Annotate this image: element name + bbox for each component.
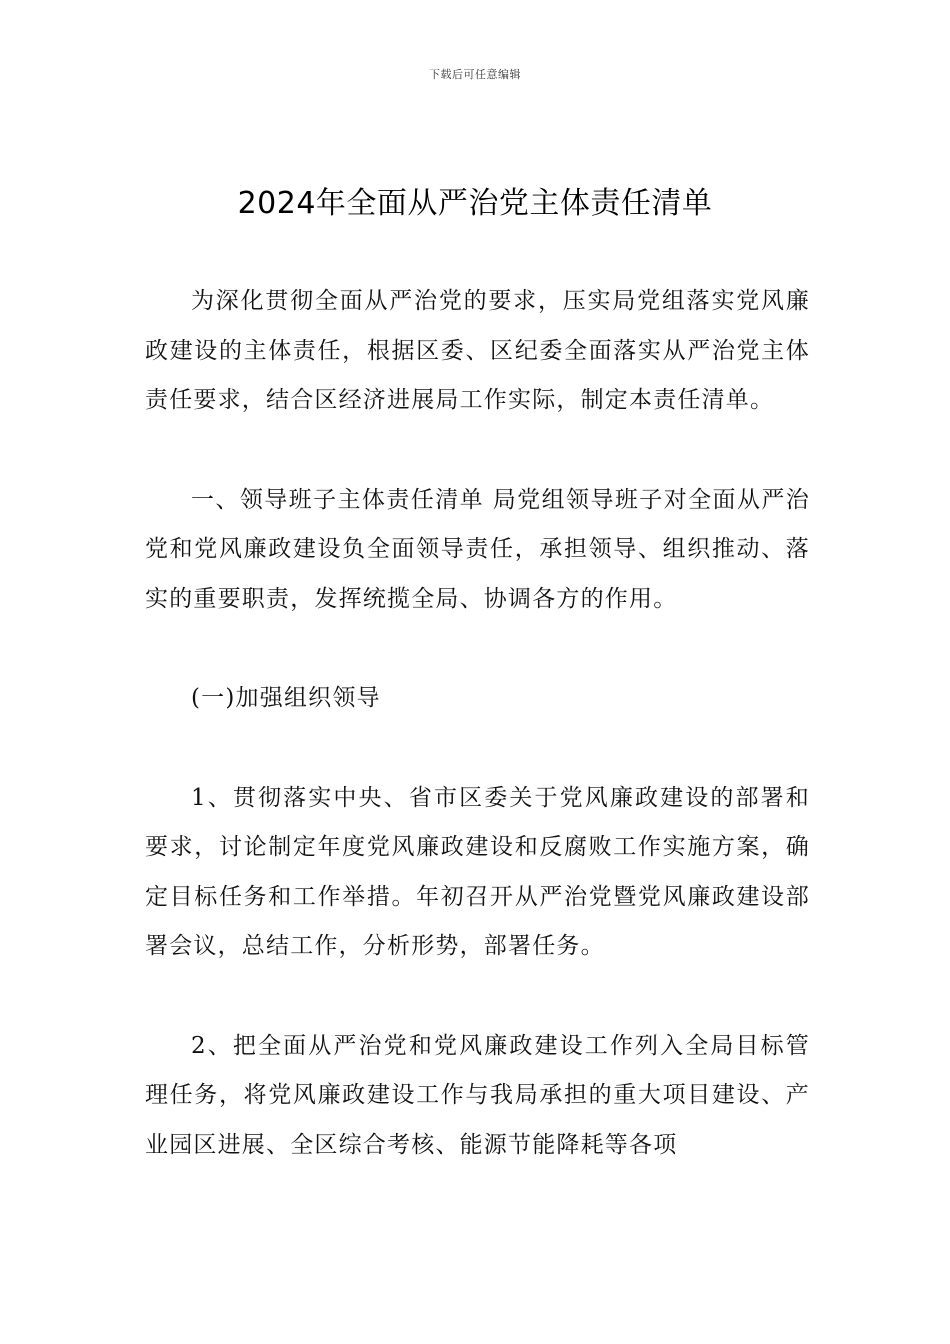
- paragraph-item-2: 2、把全面从严治党和党风廉政建设工作列入全局目标管理任务，将党风廉政建设工作与我局承担的重大项目建设、产业园区进展、全区综合考核、能源节能降耗等各项: [145, 1032, 810, 1158]
- document-title: 2024年全面从严治党主体责任清单: [237, 186, 713, 221]
- header-note: 下载后可任意编辑: [429, 68, 521, 81]
- paragraph-subsection-heading: (一)加强组织领导: [191, 685, 381, 711]
- paragraph-spacer: [145, 426, 810, 476]
- document-body: [145, 277, 810, 1170]
- paragraph-spacer: [145, 624, 810, 674]
- paragraph-intro: 为深化贯彻全面从严治党的要求，压实局党组落实党风廉政建设的主体责任，根据区委、区纪委全面落实从严治党主体责任要求，结合区经济进展局工作实际，制定本责任清单。: [145, 288, 810, 413]
- paragraph-spacer: [145, 972, 810, 1022]
- paragraph-section-one: 一、领导班子主体责任清单 局党组领导班子对全面从严治党和党风廉政建设负全面领导责任，承担领导、组织推动、落实的重要职责，发挥统揽全局、协调各方的作用。: [145, 486, 810, 612]
- paragraph-spacer: [145, 724, 810, 774]
- paragraph-item-1: 1、贯彻落实中央、省市区委关于党风廉政建设的部署和要求，讨论制定年度党风廉政建设和反腐败工作实施方案，确定目标任务和工作举措。年初召开从严治党暨党风廉政建设部署会议，总结工作，分析形势，部署任务。: [145, 784, 810, 959]
